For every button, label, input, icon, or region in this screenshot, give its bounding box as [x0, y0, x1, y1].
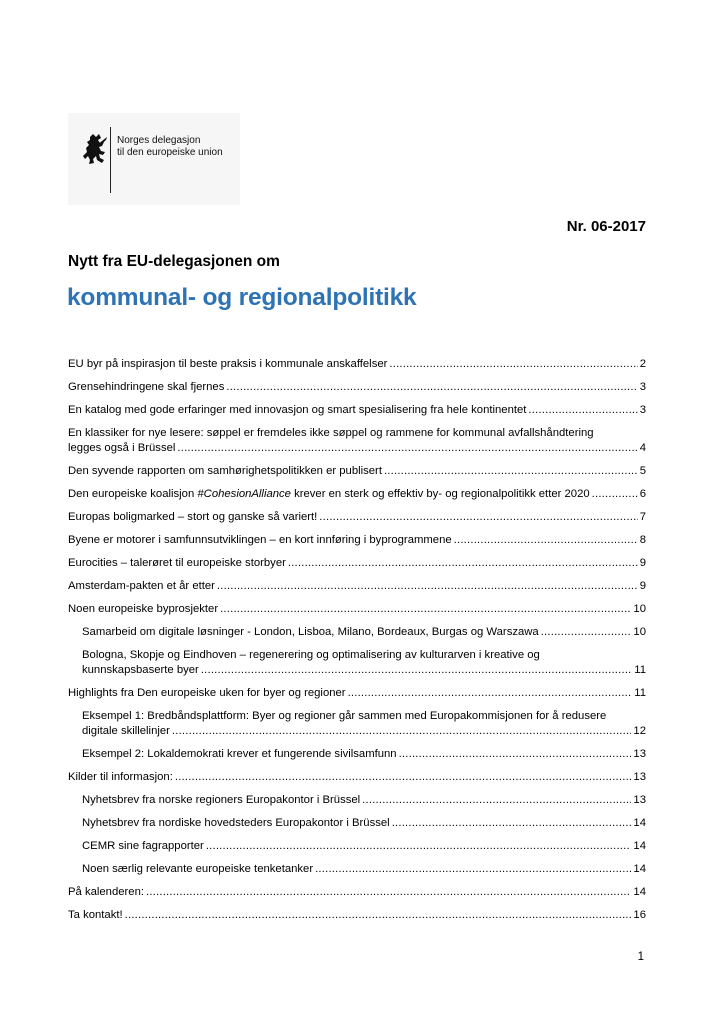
toc-entry[interactable]: Eurocities – talerøret til europeiske storbyer ..... 9	[68, 556, 646, 571]
toc-subentry[interactable]: Bologna, Skopje og Eindhoven – regenerering og optimalisering av kulturarven i kreative og kunnskapsbaserte byer ..... 11	[82, 648, 646, 678]
toc-subentry[interactable]: Nyhetsbrev fra norske regioners Europakontor i Brüssel ..... 13	[82, 793, 646, 808]
toc-subentry[interactable]: Nyhetsbrev fra nordiske hovedsteders Europakontor i Brüssel ..... 14	[82, 816, 646, 831]
page-number: 1	[637, 951, 644, 963]
logo	[68, 113, 240, 205]
toc-entry[interactable]: Noen europeiske byprosjekter ..... 10	[68, 602, 646, 617]
toc-entry[interactable]: Ta kontakt! ..... 16	[68, 908, 646, 923]
logo-divider	[110, 127, 111, 193]
issue-number: Nr. 06-2017	[566, 218, 646, 235]
toc-entry[interactable]: Kilder til informasjon: ..... 13	[68, 770, 646, 785]
toc-entry[interactable]: En klassiker for nye lesere: søppel er fremdeles ikke søppel og rammene for kommunal avfallshåndtering legges også i Brüssel ..... 4	[68, 426, 646, 456]
norwegian-lion-icon	[82, 133, 108, 165]
page-title: kommunal- og regionalpolitikk	[67, 284, 417, 311]
toc-entry[interactable]: På kalenderen: ..... 14	[68, 885, 646, 900]
toc-entry[interactable]: Europas boligmarked – stort og ganske så variert! ..... 7	[68, 510, 646, 525]
logo-text	[117, 135, 223, 159]
toc-entry[interactable]: EU byr på inspirasjon til beste praksis i kommunale anskaffelser ..... 2	[68, 357, 646, 372]
toc-entry[interactable]: En katalog med gode erfaringer med innovasjon og smart spesialisering fra hele kontinentet ..... 3	[68, 403, 646, 418]
logo-line-2: til den europeiske union	[117, 147, 223, 158]
toc-entry[interactable]: Amsterdam-pakten et år etter ..... 9	[68, 579, 646, 594]
toc-subentry[interactable]: CEMR sine fagrapporter ..... 14	[82, 839, 646, 854]
toc-entry[interactable]: Den europeiske koalisjon #CohesionAlliance krever en sterk og effektiv by- og regionalpolitikk etter 2020 ..... 6	[68, 487, 646, 502]
toc-subentry[interactable]: Noen særlig relevante europeiske tenketanker ..... 14	[82, 862, 646, 877]
table-of-contents	[68, 357, 646, 931]
toc-entry[interactable]: Byene er motorer i samfunnsutviklingen – en kort innføring i byprogrammene ..... 8	[68, 533, 646, 548]
toc-subentry[interactable]: Eksempel 1: Bredbåndsplattform: Byer og regioner går sammen med Europakommisjonen for å redusere digitale skillelinjer ..... 12	[82, 709, 646, 739]
toc-subentry[interactable]: Eksempel 2: Lokaldemokrati krever et fungerende sivilsamfunn ..... 13	[82, 747, 646, 762]
toc-entry[interactable]: Den syvende rapporten om samhørighetspolitikken er publisert ..... 5	[68, 464, 646, 479]
toc-entry[interactable]: Highlights fra Den europeiske uken for byer og regioner ..... 11	[68, 686, 646, 701]
toc-entry[interactable]: Grensehindringene skal fjernes ..... 3	[68, 380, 646, 395]
logo-line-1: Norges delegasjon	[117, 135, 201, 146]
newsletter-kicker: Nytt fra EU-delegasjonen om	[68, 253, 280, 270]
toc-subentry[interactable]: Samarbeid om digitale løsninger - London, Lisboa, Milano, Bordeaux, Burgas og Warszawa ..... 10	[82, 625, 646, 640]
